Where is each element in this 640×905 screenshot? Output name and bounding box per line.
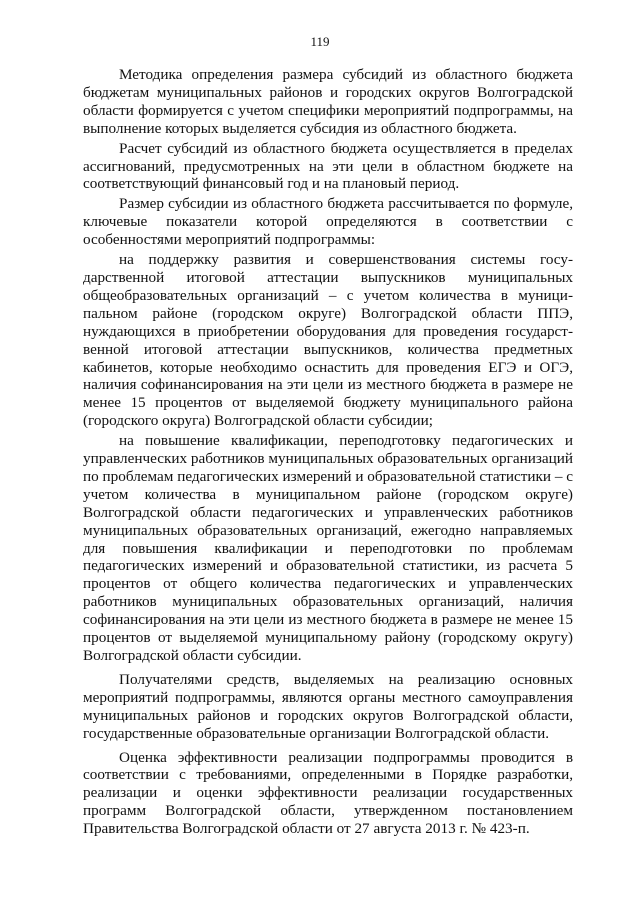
- paragraph-calculation-limits: Расчет субсидий из областного бюджета осуществляется в пределах ассигнований, предусмотренных на эти цели в областном бюджете на соответствующий финансовый год и на плановый период.: [83, 139, 573, 193]
- paragraph-formula-intro: Размер субсидии из областного бюджета рассчитывается по формуле, ключевые показатели которой определяются в соответствии с особенностями мероприятий подпрограммы:: [83, 195, 573, 249]
- page-number: 119: [310, 34, 330, 49]
- paragraph-recipients: Получателями средств, выделяемых на реализацию основных мероприятий подпрограммы, являются органы местного самоуправления муниципальных районов и городских округов Волгоградской области, государственные образовательные организации Волгоградской области.: [83, 670, 573, 742]
- paragraph-evaluation: Оценка эффективности реализации подпрограммы проводится в соответствии с требованиями, определенными в Порядке разработки, реализации и оценки эффективности реализации государственных программ Волгоградской области, утвержденном постановлением Правительства Волгоградской области от 27 августа 2013 г. № 423-п.: [83, 748, 573, 838]
- document-body: [83, 66, 573, 840]
- paragraph-attestation-support: на поддержку развития и совершенствования системы государственной итоговой аттестации выпускников муниципальных общеобразовательных организаций – с учетом количества в муниципальном районе (городском округе) Волгоградской области ППЭ, нуждающихся в приобретении оборудования для проведения государственной итоговой аттестации выпускников, количества предметных кабинетов, которые необходимо оснастить для проведения ЕГЭ и ОГЭ, наличия софинансирования на эти цели из местного бюджета в размере не менее 15 процентов от выделяемой бюджету муниципального района (городского округа) Волгоградской области субсидии;: [83, 251, 573, 430]
- paragraph-qualification: на повышение квалификации, переподготовку педагогических и управленческих работников муниципальных образовательных организаций по проблемам педагогических измерений и образовательной статистики – с учетом количества в муниципальном районе (городском округе) Волгоградской области педагогических и управленческих работников муниципальных образовательных организаций, ежегодно направляемых для повышения квалификации и переподготовки по проблемам педагогических измерений и образовательной статистики, из расчета 5 процентов от общего количества педагогических и управленческих работников муниципальных образовательных организаций, наличия софинансирования на эти цели из местного бюджета в размере не менее 15 процентов от выделяемой муниципальному району (городскому округу) Волгоградской области субсидии.: [83, 432, 573, 664]
- paragraph-methodology: Методика определения размера субсидий из областного бюджета бюджетам муниципальных районов и городских округов Волгоградской области формируется с учетом специфики мероприятий подпрограммы, на выполнение которых выделяется субсидия из областного бюджета.: [83, 66, 573, 137]
